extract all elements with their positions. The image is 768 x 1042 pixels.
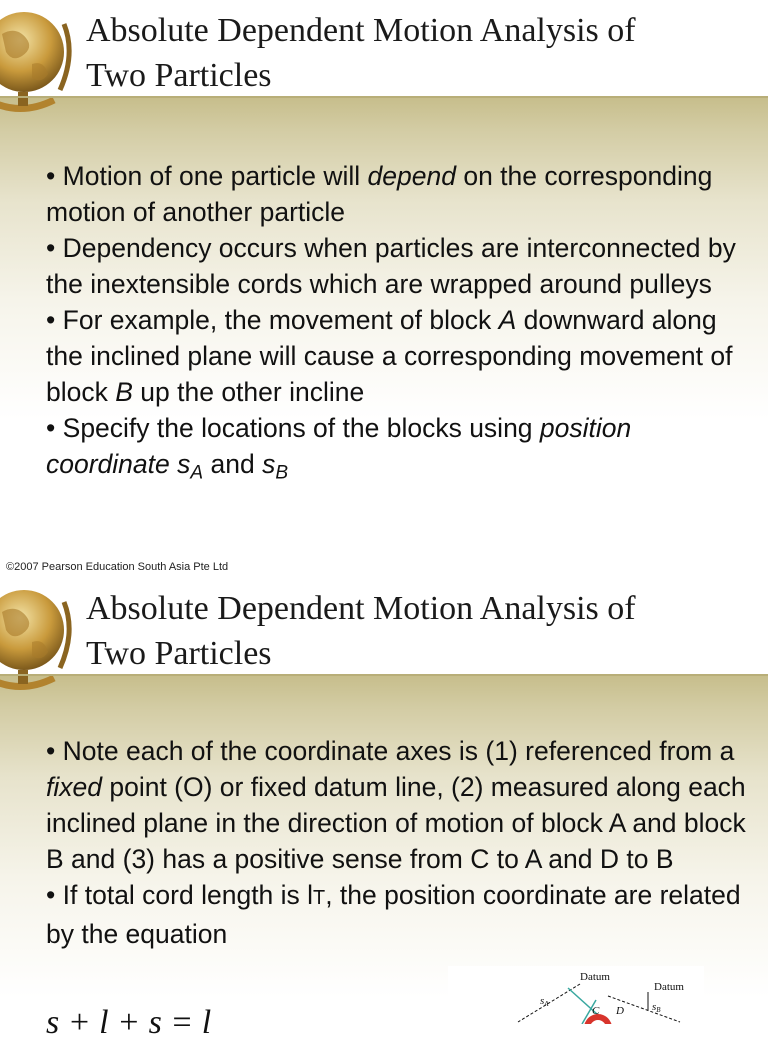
slide-body [46, 733, 758, 952]
slide-title [86, 8, 756, 96]
label-d: D [616, 1005, 624, 1017]
pulley-diagram-svg [448, 966, 704, 1024]
pulley-diagram [448, 966, 704, 1024]
datum-left-label: Datum [580, 971, 610, 983]
slide-2 [0, 578, 768, 1024]
slide-title-line-2: Two Particles [86, 57, 272, 94]
equation-partial: s + l + s = l [46, 1004, 212, 1041]
slide-title-line-1: Absolute Dependent Motion Analysis of [86, 590, 636, 627]
bullet-3: • For example, the movement of block A downward along the inclined plane will cause a corresponding movement of block B up the other incline [46, 305, 733, 407]
slide-body [46, 158, 758, 492]
bullet-2: • Dependency occurs when particles are interconnected by the inextensible cords which are wrapped around pulleys [46, 233, 736, 299]
label-c: C [592, 1005, 600, 1017]
globe-icon [0, 4, 74, 124]
slide-title [86, 586, 756, 674]
bullet-4: • Specify the locations of the blocks using position coordinate $s_A$ and $s_B$ [46, 413, 632, 484]
bullet-1: • Motion of one particle will depend on the corresponding motion of another particle [46, 161, 713, 227]
title-divider [0, 674, 768, 676]
slide-title-line-1: Absolute Dependent Motion Analysis of [86, 12, 636, 49]
title-divider [0, 96, 768, 98]
datum-right-label: Datum [654, 981, 684, 993]
bullet-2: • If total cord length is lT, the position coordinate are related by the equation [46, 880, 741, 949]
label-sb: sB [652, 1001, 661, 1014]
slide-title-line-2: Two Particles [86, 635, 272, 672]
globe-icon [0, 582, 74, 702]
copyright-notice: ©2007 Pearson Education South Asia Pte Ltd [6, 561, 229, 573]
bullet-1: • Note each of the coordinate axes is (1) referenced from a fixed point (O) or fixed datum line, (2) measured along each inclined plane in the direction of motion of block A and block B and (3) has a positive sense from C to A and D to B [46, 736, 746, 874]
label-sa: sA [540, 995, 549, 1008]
